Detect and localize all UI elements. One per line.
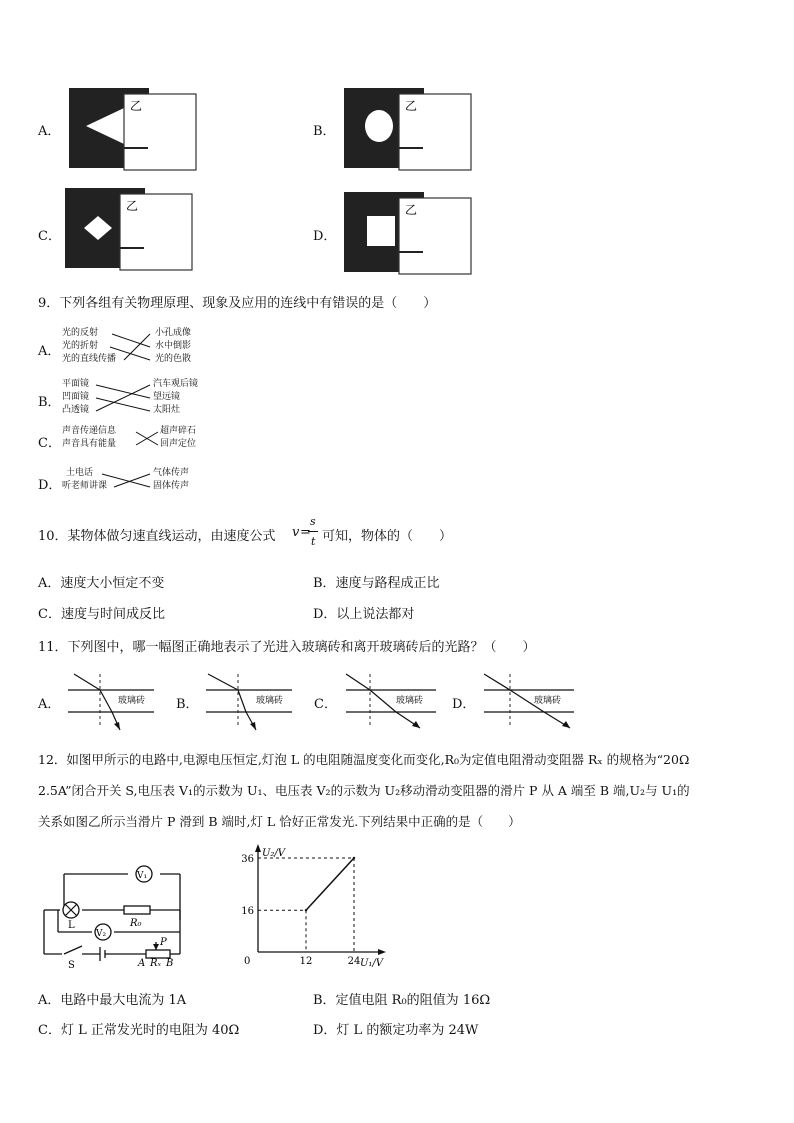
- square-hole-icon: [367, 216, 395, 246]
- q9-option-a-label: A．: [38, 344, 61, 359]
- q8-option-a-label: A．: [38, 124, 61, 139]
- q8-figure-b: [343, 86, 475, 174]
- x-tick-label: 12: [299, 956, 313, 967]
- q9-b-right: 汽车观后镜 望远镜 太阳灶: [153, 379, 199, 415]
- q10-formula-v: v: [292, 525, 300, 540]
- q11-option-b-label: B．: [176, 697, 199, 712]
- q9-option-c-label: C．: [38, 436, 61, 451]
- q9-b-left: 平面镜 凹面镜 凸透镜: [62, 379, 90, 415]
- q11-figure-c: [340, 668, 444, 732]
- y-tick-label: 36: [241, 854, 254, 865]
- glass-label: 玻璃砖: [534, 696, 562, 706]
- q11-option-d-label: D．: [452, 697, 476, 712]
- q9-stem: 9．下列各组有关物理原理、现象及应用的连线中有错误的是（ ）: [38, 296, 437, 311]
- q10-option-b: B．速度与路程成正比: [313, 576, 440, 591]
- q9-a-lines: [104, 327, 156, 367]
- q9-c-right: 超声碎石 回声定位: [160, 426, 197, 449]
- r0-label: R₀: [130, 918, 142, 929]
- glass-label: 玻璃砖: [396, 696, 424, 706]
- q10-formula-eq: =: [300, 525, 311, 540]
- data-line: [306, 858, 354, 910]
- circle-hole-icon: [365, 110, 393, 142]
- switch-label: S: [68, 960, 75, 968]
- q11-figure-a: [62, 668, 158, 732]
- arrow-icon: [412, 721, 420, 728]
- q8-figure-d: [343, 190, 475, 278]
- origin-label: 0: [244, 956, 251, 967]
- glass-label: 玻璃砖: [256, 696, 284, 706]
- q9-c-left: 声音传递信息 声音具有能量: [62, 426, 117, 449]
- q9-d-left: 土电话 听老师讲课: [62, 468, 108, 491]
- q9-a-right: 小孔成像 水中倒影 光的色散: [155, 328, 192, 364]
- q10-stem-after: 可知，物体的（ ）: [322, 529, 453, 544]
- q8-figure-c: [64, 186, 196, 274]
- q9-option-b-label: B．: [38, 395, 61, 410]
- slider-arrow-icon: [153, 944, 159, 950]
- screen-label: 乙: [130, 99, 143, 113]
- q8-option-d-label: D．: [313, 229, 337, 244]
- q12-stem-line3: 关系如图乙所示当滑片 P 滑到 B 端时,灯 L 恰好正常发光.下列结果中正确的是（ ）: [38, 814, 521, 829]
- q11-figure-b: [200, 668, 296, 732]
- q12-option-c: C．灯 L 正常发光时的电阻为 40Ω: [38, 1023, 240, 1038]
- q11-option-c-label: C．: [314, 697, 337, 712]
- x-tick-label: 24: [347, 956, 361, 967]
- q10-option-d: D．以上说法都对: [313, 607, 415, 622]
- q12-stem-line1: 12．如图甲所示的电路中,电源电压恒定,灯泡 L 的电阻随温度变化而变化,R₀为定值电阻滑动变阻器 Rₓ 的规格为“20Ω: [38, 752, 690, 767]
- y-axis-label: U₂/V: [262, 848, 286, 859]
- q12-stem-line2: 2.5A”闭合开关 S,电压表 V₁的示数为 U₁、电压表 V₂的示数为 U₂移动滑动变阻器的滑片 P 从 A 端至 B 端,U₂与 U₁的: [38, 783, 690, 798]
- q12-option-d: D．灯 L 的额定功率为 24W: [313, 1023, 479, 1038]
- y-axis-arrow-icon: [255, 844, 261, 852]
- screen-label: 乙: [126, 199, 139, 213]
- data-point: [353, 857, 355, 859]
- q9-a-left: 光的反射 光的折射 光的直线传播: [62, 328, 117, 364]
- q8-option-b-label: B．: [313, 124, 336, 139]
- q8-figure-a: [68, 86, 200, 174]
- data-point: [305, 909, 307, 911]
- v2-label: V₂: [96, 929, 107, 939]
- arrow-icon: [562, 721, 570, 728]
- q11-stem: 11．下列图中，哪一幅图正确地表示了光进入玻璃砖和离开玻璃砖后的光路？（ ）: [38, 640, 536, 655]
- lamp-label: L: [68, 920, 75, 931]
- q12-option-a: A．电路中最大电流为 1A: [38, 993, 187, 1008]
- p-label: P: [160, 937, 167, 948]
- fraction-bar: [308, 531, 318, 532]
- q10-formula-numerator: s: [310, 515, 316, 528]
- q10-stem-before: 10．某物体做匀速直线运动，由速度公式: [38, 529, 276, 544]
- q9-d-lines: [100, 467, 154, 495]
- q8-option-c-label: C．: [38, 229, 61, 244]
- q9-b-lines: [92, 378, 154, 418]
- q9-c-lines: [122, 425, 162, 453]
- q10-option-c: C．速度与时间成反比: [38, 607, 165, 622]
- q11-figure-d: [478, 668, 582, 732]
- a-label: A: [138, 958, 146, 968]
- q12-option-b: B．定值电阻 R₀的阻值为 16Ω: [313, 993, 491, 1008]
- screen-label: 乙: [405, 99, 418, 113]
- q11-option-a-label: A．: [38, 697, 61, 712]
- rx-label: Rₓ: [150, 958, 162, 968]
- q12-circuit-diagram: [38, 850, 188, 968]
- q10-formula-denominator: t: [311, 535, 316, 548]
- q9-option-d-label: D．: [38, 478, 62, 493]
- arrow-icon: [114, 722, 120, 730]
- screen-label: 乙: [405, 203, 418, 217]
- x-axis-label: U₁/V: [360, 958, 384, 969]
- q12-u2-u1-graph: [236, 840, 386, 970]
- y-tick-label: 16: [241, 906, 254, 918]
- q9-d-right: 气体传声 固体传声: [153, 468, 190, 491]
- arrow-icon: [250, 722, 256, 730]
- b-label: B: [166, 958, 174, 968]
- v1-label: V₁: [137, 871, 148, 881]
- q10-option-a: A．速度大小恒定不变: [38, 576, 165, 591]
- x-axis-arrow-icon: [378, 949, 386, 955]
- glass-label: 玻璃砖: [118, 696, 146, 706]
